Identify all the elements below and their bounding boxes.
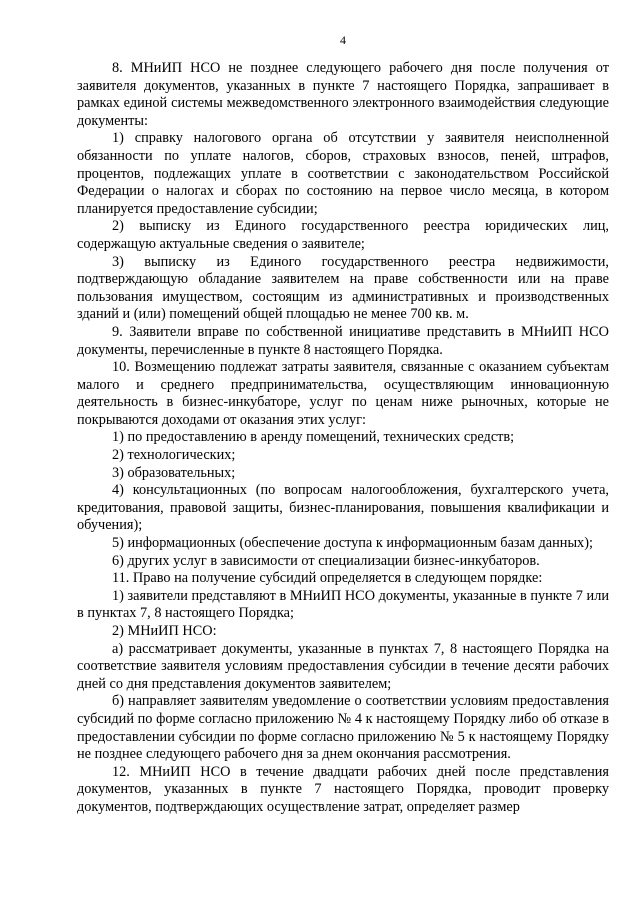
- paragraph: 5) информационных (обеспечение доступа к информационным базам данных);: [112, 535, 593, 552]
- paragraph: 6) других услуг в зависимости от специализации бизнес-инкубаторов.: [112, 552, 540, 569]
- paragraph: 11. Право на получение субсидий определяется в следующем порядке:: [112, 570, 543, 587]
- paragraph: а) рассматривает документы, указанные в пунктах 7, 8 настоящего Порядка на соответствие заявителя условиям предоставления субсидии в течение десяти рабочих дней со дня представления документов заявителем;: [77, 640, 609, 692]
- paragraph: 3) образовательных;: [112, 464, 236, 481]
- paragraph: 10. Возмещению подлежат затраты заявителя, связанные с оказанием субъектам малого и среднего предпринимательства, осуществляющим инновационную деятельность в бизнес-инкубаторе, услуг по ценам ниже рыночных, которые не покрываются доходами от оказания этих услуг:: [77, 359, 609, 428]
- paragraph: 3) выписку из Единого государственного реестра недвижимости, подтверждающую обладание заявителем на праве собственности или на праве пользования имуществом, состоящим из административных и производственных зданий и (или) помещений общей площадью не менее 700 кв. м.: [77, 253, 609, 323]
- paragraph: 1) заявители представляют в МНиИП НСО документы, указанные в пункте 7 или в пунктах 7, 8 настоящего Порядка;: [77, 587, 609, 622]
- document-body: [77, 60, 609, 817]
- paragraph: 12. МНиИП НСО в течение двадцати рабочих дней после представления документов, указанных в пункте 7 настоящего Порядка, проводит проверку документов, подтверждающих осуществление затрат, определяет размер: [77, 763, 609, 815]
- paragraph: 1) по предоставлению в аренду помещений, технических средств;: [112, 429, 515, 446]
- page-number: 4: [340, 33, 346, 47]
- paragraph: 2) МНиИП НСО:: [112, 623, 217, 639]
- paragraph: 1) справку налогового органа об отсутствии у заявителя неисполненной обязанности по уплате налогов, сборов, страховых взносов, пеней, штрафов, процентов, подлежащих уплате в соответствии с законодательством Российской Федерации о налогах и сборах по состоянию на первое число месяца, в котором планируется предоставление субсидии;: [77, 130, 609, 217]
- paragraph: 2) технологических;: [112, 447, 236, 464]
- paragraph: 4) консультационных (по вопросам налогообложения, бухгалтерского учета, кредитования, правовой защиты, бизнес-планирования, повышения квалификации и обучения);: [77, 482, 609, 534]
- paragraph: 2) выписку из Единого государственного реестра юридических лиц, содержащую актуальные сведения о заявителе;: [77, 218, 609, 252]
- paragraph: 8. МНиИП НСО не позднее следующего рабочего дня после получения от заявителя документов, указанных в пункте 7 настоящего Порядка, запрашивает в рамках единой системы межведомственного электронного взаимодействия следующие документы:: [77, 60, 609, 129]
- paragraph: б) направляет заявителям уведомление о соответствии условиям предоставления субсидий по форме согласно приложению № 4 к настоящему Порядку либо об отказе в предоставлении субсидии по форме согласно приложению № 5 к настоящему Порядку не позднее следующего рабочего дня за днем окончания рассмотрения.: [77, 693, 609, 763]
- paragraph: 9. Заявители вправе по собственной инициативе представить в МНиИП НСО документы, перечисленные в пункте 8 настоящего Порядка.: [77, 323, 609, 358]
